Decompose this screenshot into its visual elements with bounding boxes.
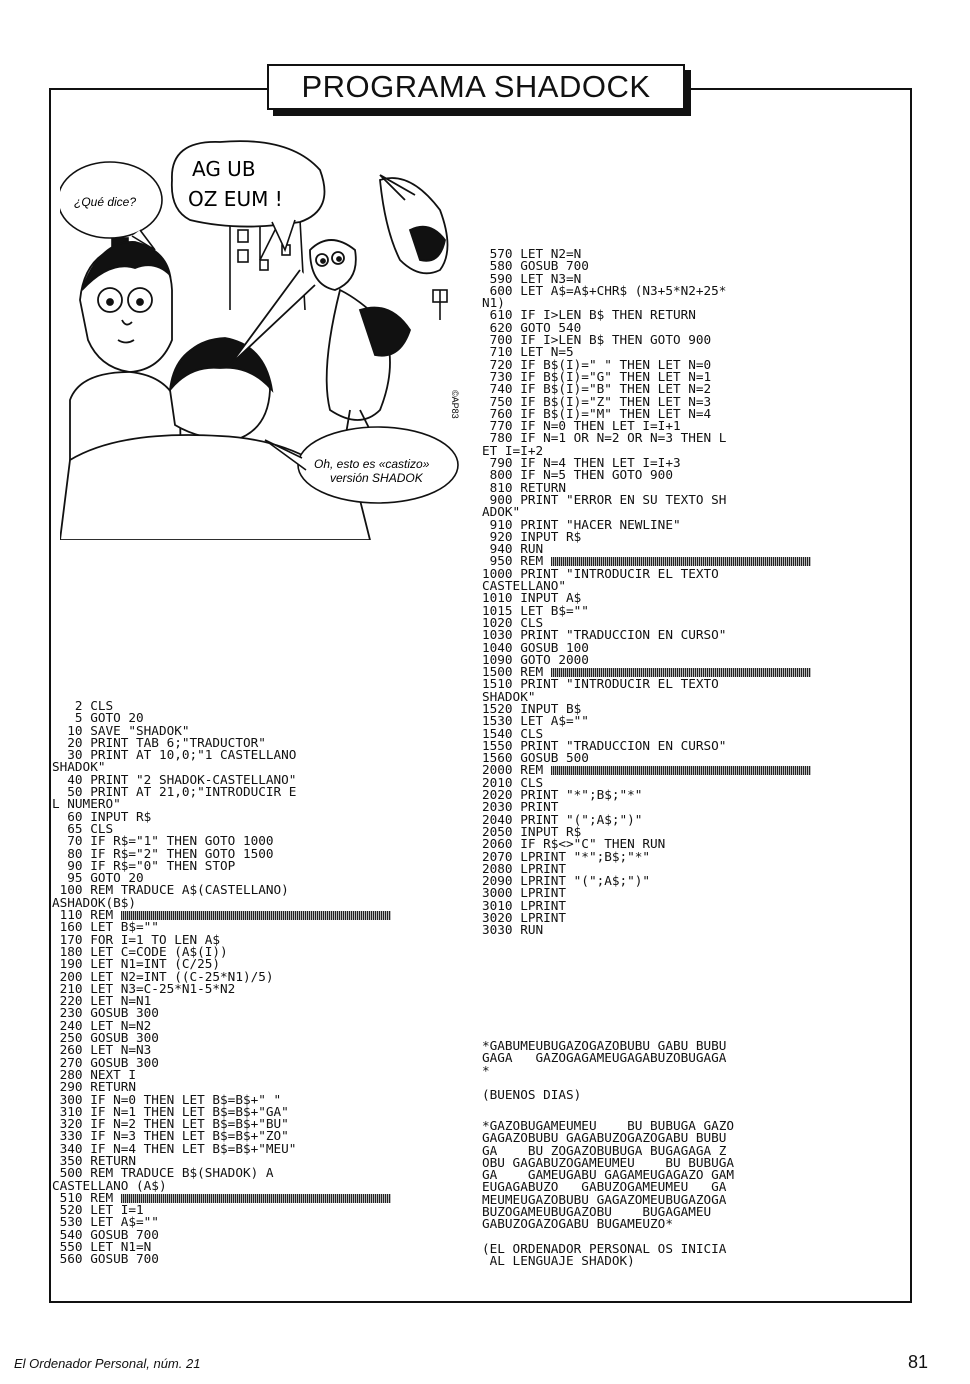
code-line: ASHADOK(B$) bbox=[52, 894, 137, 910]
code-line: 2040 PRINT "(";A$;")" bbox=[482, 811, 643, 827]
code-line: *GAZOBUGAMEUMEU BU BUBUGA GAZO bbox=[482, 1118, 735, 1133]
rem-hatch-bar bbox=[121, 911, 391, 920]
speech-answer-line2: versión SHADOK bbox=[330, 471, 423, 485]
code-line: (EL ORDENADOR PERSONAL OS INICIA bbox=[482, 1241, 727, 1256]
code-line: 110 REM bbox=[52, 907, 121, 923]
code-line: 3020 LPRINT bbox=[482, 910, 567, 926]
code-line: 1520 INPUT B$ bbox=[482, 700, 582, 716]
code-line: 20 PRINT TAB 6;"TRADUCTOR" bbox=[52, 734, 266, 750]
code-line: 30 PRINT AT 10,0;"1 CASTELLANO bbox=[52, 747, 297, 763]
code-line: 900 PRINT "ERROR EN SU TEXTO SH bbox=[482, 491, 727, 507]
code-line: SHADOK" bbox=[52, 759, 106, 775]
code-line: 770 IF N=0 THEN LET I=I+1 bbox=[482, 418, 681, 434]
code-line: 90 IF R$="0" THEN STOP bbox=[52, 857, 236, 873]
code-line: 5 GOTO 20 bbox=[52, 710, 144, 726]
code-line: 940 RUN bbox=[482, 541, 544, 557]
code-line: 1500 REM bbox=[482, 664, 551, 680]
code-line: 2060 IF R$<>"C" THEN RUN bbox=[482, 836, 666, 852]
code-line: 350 RETURN bbox=[52, 1152, 137, 1168]
code-line: 600 LET A$=A$+CHR$ (N3+5*N2+25* bbox=[482, 282, 727, 298]
code-line: 1020 CLS bbox=[482, 614, 544, 630]
code-line: 1015 LET B$="" bbox=[482, 602, 589, 618]
code-line: 290 RETURN bbox=[52, 1079, 137, 1095]
code-line: 190 LET N1=INT (C/25) bbox=[52, 956, 221, 972]
code-line: 240 LET N=N2 bbox=[52, 1017, 152, 1033]
code-line: 780 IF N=1 OR N=2 OR N=3 THEN L bbox=[482, 430, 727, 446]
code-line: 1030 PRINT "TRADUCCION EN CURSO" bbox=[482, 627, 727, 643]
code-line: 60 INPUT R$ bbox=[52, 808, 152, 824]
code-line: 1040 GOSUB 100 bbox=[482, 639, 589, 655]
code-line: 80 IF R$="2" THEN GOTO 1500 bbox=[52, 845, 274, 861]
code-line: 760 IF B$(I)="M" THEN LET N=4 bbox=[482, 405, 712, 421]
output-castellano-1 bbox=[482, 1089, 581, 1101]
code-line: 40 PRINT "2 SHADOK-CASTELLANO" bbox=[52, 771, 297, 787]
basic-listing-right bbox=[482, 248, 811, 937]
code-line: 700 IF I>LEN B$ THEN GOTO 900 bbox=[482, 332, 712, 348]
code-line: 180 LET C=CODE (A$(I)) bbox=[52, 943, 228, 959]
code-line: 2030 PRINT bbox=[482, 799, 559, 815]
code-line: 50 PRINT AT 21,0;"INTRODUCIR E bbox=[52, 784, 297, 800]
code-line: MEUMEUGAZOBUBU GAGAZOMEUBUGAZOGA bbox=[482, 1191, 727, 1207]
code-line: 2090 LPRINT "(";A$;")" bbox=[482, 873, 651, 889]
code-line: 1560 GOSUB 500 bbox=[482, 750, 589, 766]
code-line: 280 NEXT I bbox=[52, 1066, 137, 1082]
code-line: 2020 PRINT "*";B$;"*" bbox=[482, 787, 643, 803]
speech-shadok-line2: OZ EUM ! bbox=[188, 187, 283, 211]
rem-hatch-bar bbox=[551, 766, 811, 775]
output-shadok-1 bbox=[482, 1040, 726, 1077]
code-line: 300 IF N=0 THEN LET B$=B$+" " bbox=[52, 1091, 282, 1107]
title-box bbox=[267, 64, 685, 110]
code-line: 3030 RUN bbox=[482, 922, 544, 938]
code-line: BUZOGAMEUBUGAZOBU BUGAGAMEU bbox=[482, 1204, 712, 1220]
code-line: L NUMERO" bbox=[52, 796, 121, 812]
code-line: 1540 CLS bbox=[482, 725, 544, 741]
code-line: 340 IF N=4 THEN LET B$=B$+"MEU" bbox=[52, 1140, 297, 1156]
code-line: 260 LET N=N3 bbox=[52, 1042, 152, 1058]
code-line: 65 CLS bbox=[52, 820, 114, 836]
artist-signature: ©AP83 bbox=[450, 390, 460, 419]
code-line: 570 LET N2=N bbox=[482, 246, 582, 261]
code-line: 250 GOSUB 300 bbox=[52, 1030, 159, 1046]
code-line: 3010 LPRINT bbox=[482, 897, 567, 913]
code-line: AL LENGUAJE SHADOK) bbox=[482, 1253, 635, 1269]
code-line: CASTELLANO" bbox=[482, 578, 567, 594]
code-line: 200 LET N2=INT ((C-25*N1)/5) bbox=[52, 968, 274, 984]
code-line: 10 SAVE "SHADOK" bbox=[52, 722, 190, 738]
code-line: 310 IF N=1 THEN LET B$=B$+"GA" bbox=[52, 1103, 289, 1119]
code-line: 590 LET N3=N bbox=[482, 270, 582, 286]
page-number: 81 bbox=[908, 1352, 929, 1372]
code-line: 750 IF B$(I)="Z" THEN LET N=3 bbox=[482, 393, 712, 409]
code-line: 2050 INPUT R$ bbox=[482, 823, 582, 839]
code-line: (BUENOS DIAS) bbox=[482, 1087, 582, 1102]
code-line: 220 LET N=N1 bbox=[52, 993, 152, 1009]
code-line: 730 IF B$(I)="G" THEN LET N=1 bbox=[482, 368, 712, 384]
code-line: 740 IF B$(I)="B" THEN LET N=2 bbox=[482, 381, 712, 397]
output-castellano-2 bbox=[482, 1243, 726, 1268]
magazine-footer: El Ordenador Personal, núm. 21 bbox=[14, 1356, 201, 1371]
code-line: *GABUMEUBUGAZOGAZOBUBU GABU BUBU bbox=[482, 1038, 727, 1053]
basic-listing-left bbox=[52, 700, 391, 1266]
code-line: 790 IF N=4 THEN LET I=I+3 bbox=[482, 455, 681, 471]
code-line: CASTELLANO (A$) bbox=[52, 1177, 167, 1193]
code-line: ET I=I+2 bbox=[482, 442, 544, 458]
code-line: 1090 GOTO 2000 bbox=[482, 651, 589, 667]
code-line: ADOK" bbox=[482, 504, 521, 520]
code-line: GABUZOGAZOGABU BUGAMEUZO* bbox=[482, 1216, 673, 1232]
code-line: 2 CLS bbox=[52, 698, 114, 713]
code-line: 520 LET I=1 bbox=[52, 1202, 144, 1218]
code-line: 920 INPUT R$ bbox=[482, 528, 582, 544]
code-line: 530 LET A$="" bbox=[52, 1214, 159, 1230]
code-line: 950 REM bbox=[482, 553, 551, 569]
code-line: 95 GOTO 20 bbox=[52, 870, 144, 886]
code-line: 540 GOSUB 700 bbox=[52, 1226, 159, 1242]
code-line: 560 GOSUB 700 bbox=[52, 1251, 159, 1267]
code-line: 580 GOSUB 700 bbox=[482, 258, 589, 274]
code-line: 160 LET B$="" bbox=[52, 919, 159, 935]
code-line: 100 REM TRADUCE A$(CASTELLANO) bbox=[52, 882, 289, 898]
code-line: 610 IF I>LEN B$ THEN RETURN bbox=[482, 307, 696, 323]
output-shadok-2 bbox=[482, 1120, 734, 1231]
code-line: * bbox=[482, 1062, 490, 1078]
code-line: 910 PRINT "HACER NEWLINE" bbox=[482, 516, 681, 532]
code-line: EUGAGABUZO GABUZOGAMEUMEU GA bbox=[482, 1179, 727, 1195]
code-line: 550 LET N1=N bbox=[52, 1239, 152, 1255]
speech-answer-line1: Oh, esto es «castizo» bbox=[314, 457, 430, 471]
speech-shadok-line1: AG UB bbox=[192, 157, 256, 181]
code-line: 1000 PRINT "INTRODUCIR EL TEXTO bbox=[482, 565, 719, 581]
code-line: 710 LET N=5 bbox=[482, 344, 574, 360]
code-line: 210 LET N3=C-25*N1-5*N2 bbox=[52, 980, 236, 996]
code-line: 1550 PRINT "TRADUCCION EN CURSO" bbox=[482, 737, 727, 753]
code-line: 810 RETURN bbox=[482, 479, 567, 495]
code-line: 2070 LPRINT "*";B$;"*" bbox=[482, 848, 651, 864]
code-line: 720 IF B$(I)=" " THEN LET N=0 bbox=[482, 356, 712, 372]
code-line: 230 GOSUB 300 bbox=[52, 1005, 159, 1021]
code-line: 270 GOSUB 300 bbox=[52, 1054, 159, 1070]
code-line: OBU GAGABUZOGAMEUMEU BU BUBUGA bbox=[482, 1154, 735, 1170]
code-line: 320 IF N=2 THEN LET B$=B$+"BU" bbox=[52, 1116, 289, 1132]
code-line: GAGA GAZOGAGAMEUGAGABUZOBUGAGA bbox=[482, 1050, 727, 1066]
shadock-cartoon bbox=[60, 140, 465, 540]
code-line: 620 GOTO 540 bbox=[482, 319, 582, 335]
code-line: 500 REM TRADUCE B$(SHADOK) A bbox=[52, 1165, 274, 1181]
code-line: 3000 LPRINT bbox=[482, 885, 567, 901]
code-line: 510 REM bbox=[52, 1189, 121, 1205]
code-line: 1510 PRINT "INTRODUCIR EL TEXTO bbox=[482, 676, 719, 692]
code-line: 1010 INPUT A$ bbox=[482, 590, 582, 606]
rem-hatch-bar bbox=[121, 1194, 391, 1203]
code-line: 170 FOR I=1 TO LEN A$ bbox=[52, 931, 221, 947]
code-line: GA GAMEUGABU GAGAMEUGAGAZO GAM bbox=[482, 1167, 735, 1183]
code-line: 1530 LET A$="" bbox=[482, 713, 589, 729]
code-line: 2000 REM bbox=[482, 762, 551, 778]
code-line: 2010 CLS bbox=[482, 774, 544, 790]
code-line: GAGAZOBUBU GAGABUZOGAZOGABU BUBU bbox=[482, 1130, 727, 1146]
code-line: SHADOK" bbox=[482, 688, 536, 704]
code-line: 70 IF R$="1" THEN GOTO 1000 bbox=[52, 833, 274, 849]
speech-question: ¿Qué dice? bbox=[74, 195, 137, 209]
code-line: 800 IF N=5 THEN GOTO 900 bbox=[482, 467, 673, 483]
page-title: PROGRAMA SHADOCK bbox=[301, 69, 651, 104]
code-line: GA BU ZOGAZOBUBUGA BUGAGAGA Z bbox=[482, 1142, 727, 1158]
code-line: N1) bbox=[482, 295, 505, 311]
code-line: 2080 LPRINT bbox=[482, 860, 567, 876]
code-line: 330 IF N=3 THEN LET B$=B$+"ZO" bbox=[52, 1128, 289, 1144]
